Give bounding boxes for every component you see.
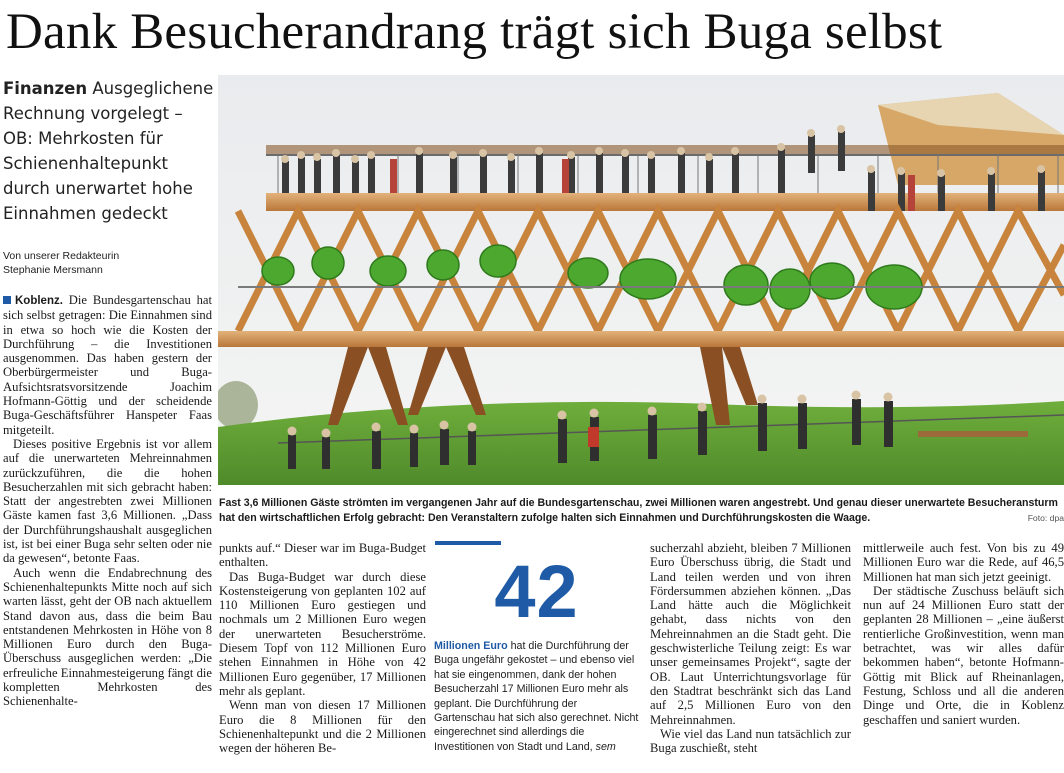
factbox: [434, 541, 639, 773]
photo-buga-walkway: [218, 75, 1064, 485]
factbox-body: hat die Durchführung der Buga ungefähr gekostet – und ebenso viel hat sie eingenommen, dank der hohen Besucherzahl 17 Millionen Euro mehr als geplant. Die Durchführung der Gartenschau hat sich also gerechnet. Nicht eingerechnet sind allerdings die Investitionen von Stadt und Land,: [434, 640, 639, 753]
factbox-text: [434, 639, 639, 754]
caption-text: Fast 3,6 Millionen Gäste strömten im vergangenen Jahr auf die Bundesgartenschau, zwei Millionen waren angestrebt. Und genau dieser unerwartete Besucheransturm hat den wirtschaftlichen Erfolg gebracht: Den Veranstaltern zufolge halten sich Einnahmen und Durchführungskosten die Waage.: [219, 497, 1058, 524]
article-column-4: [650, 541, 851, 773]
factbox-author: sem: [595, 740, 616, 753]
teaser-text: Ausgeglichene Rechnung vorgelegt – OB: Mehrkosten für Schienenhaltepunkt durch unerwartet hohe Einnahmen gedeckt: [3, 79, 214, 223]
article-paragraph: punkts auf.“ Dieser war im Buga-Budget enthalten.: [219, 541, 426, 570]
headline: Dank Besucherandrang trägt sich Buga selbst: [6, 4, 943, 60]
photo-caption: [219, 496, 1064, 526]
teaser-keyword: Finanzen: [3, 79, 88, 98]
article-column-1: [3, 293, 212, 773]
article-paragraph: Wenn man von diesen 17 Millionen Euro die 8 Millionen für den Schienenhaltepunkt und die 2 Millionen wegen der höheren Be-: [219, 698, 426, 756]
byline-line1: Von unserer Redakteurin: [3, 250, 120, 262]
article-paragraph: sucherzahl abzieht, bleiben 7 Millionen Euro Überschuss übrig, die Stadt und Land teilen werden und von ihren Fördersummen abziehen können. „Das Land hätte auch die Möglichkeit gehabt, dass nichts von den Mehreinnahmen an die Stadt geht. Die geschwisterliche Teilung zeigt: Es war unser gemeinsames Projekt“, sagte der OB. Laut Unterrichtungsvorlage für den Stadtrat beschränkt sich das Land auf 2,5 Millionen Euro von den Mehreinnahmen.: [650, 541, 851, 727]
article-paragraph: Der städtische Zuschuss beläuft sich nun auf 24 Millionen Euro statt der geplanten 28 Millionen – „eine äußerst rentierliche Großinvestition, wenn man betrachtet, was wir alles dafür bekommen haben“, betonte Hofmann-Göttig mit Blick auf Rheinanlagen, Festung, Schloss und all die anderen Dinge und Orte, die in Koblenz geschaffen und saniert wurden.: [863, 583, 1064, 727]
article-column-2: [219, 541, 426, 773]
dateline: Koblenz.: [15, 295, 63, 307]
article-paragraph: Koblenz. Die Bundesgartenschau hat sich selbst getragen: Die Einnahmen sind in etwa so hoch wie die Kosten der Durchführung – die Investitionen ausgenommen. Das haben gestern der Oberbürgermeister und Buga-Aufsichtsratsvorsitzende Joachim Hofmann-Göttig und der scheidende Buga-Geschäftsführer Hanspeter Faas mitgeteilt.: [3, 293, 212, 437]
teaser: [3, 76, 215, 226]
article-column-5: [863, 541, 1064, 773]
factbox-number: 42: [494, 550, 579, 633]
article-paragraph: mittlerweile auch fest. Von bis zu 49 Millionen Euro war die Rede, auf 46,5 Millionen hat man sich jetzt geeinigt.: [863, 541, 1064, 584]
photo-credit: Foto: dpa: [1027, 513, 1064, 523]
byline: [3, 249, 215, 277]
article-paragraph: Auch wenn die Endabrechnung des Schienenhaltepunkts Mitte noch auf sich warten lässt, geht der OB nach aktuellem Stand davon aus, dass die beim Bau entstandenen Mehrkosten in Höhe von 8 Millionen Euro durch den Buga-Überschuss ausgeglichen werden: „Die erfreuliche Einnahmesteigerung fängt die kompletten Mehrkosten des Schienenhalte-: [3, 565, 212, 709]
article-paragraph: Das Buga-Budget war durch diese Kostensteigerung von geplanten 102 auf 110 Millionen Euro gestiegen und nochmals um 2 Millionen Euro wegen der unerwarteten Besucherströme. Diesem Topf von 112 Millionen Euro stehen Einnahmen in Höhe von 42 Millionen Euro gegenüber, 17 Millionen mehr als geplant.: [219, 569, 426, 698]
factbox-unit: Millionen Euro: [434, 640, 508, 652]
author-name: Stephanie Mersmann: [3, 264, 103, 276]
article-paragraph: Dieses positive Ergebnis ist vor allem auf die unerwarteten Mehreinnahmen zurückzuführen, die die hohen Besucherzahlen mit sich gebracht haben: Statt der angestrebten zwei Millionen Gäste kamen fast 3,6 Millionen. „Dass der Durchführungshaushalt ausgeglichen ist, ist bei einer Buga sehr selten oder nie da gewesen“, betonte Faas.: [3, 436, 212, 566]
square-bullet-icon: [3, 296, 11, 304]
article-paragraph: Wie viel das Land nun tatsächlich zur Buga zuschießt, steht: [650, 726, 851, 756]
